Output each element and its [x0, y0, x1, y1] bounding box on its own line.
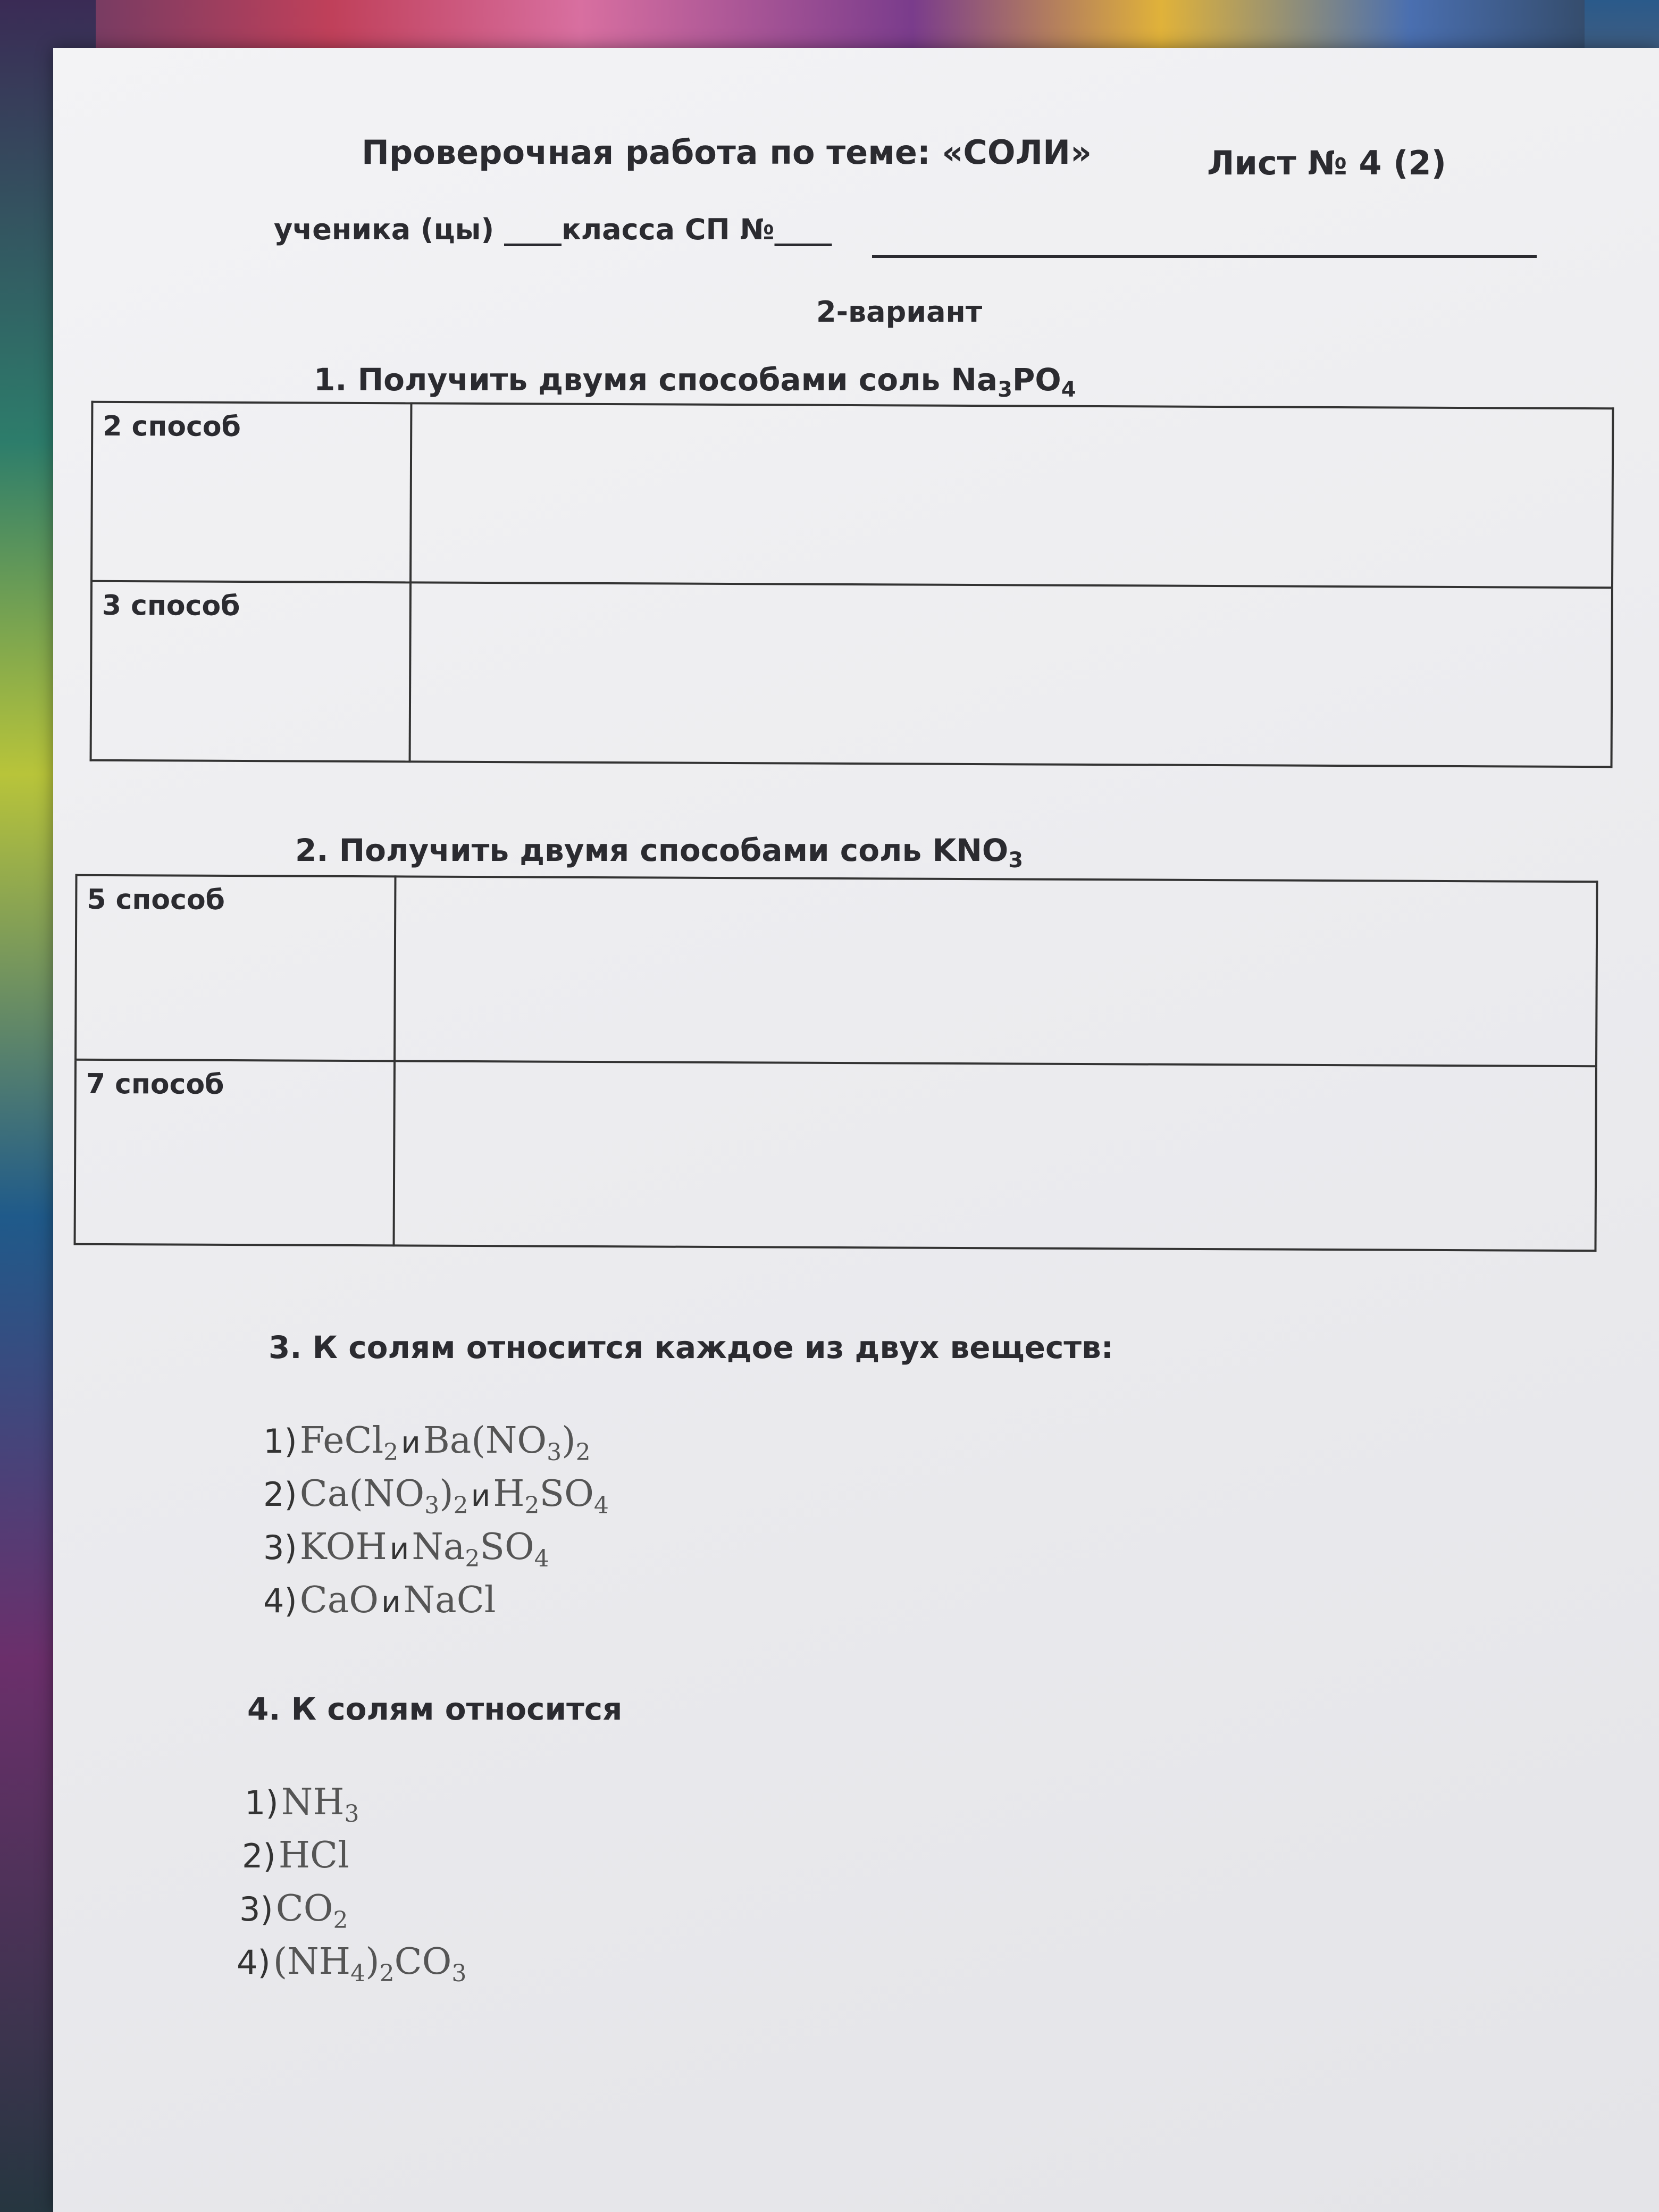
question-3-option-3[interactable]: 3) KOH и Na2SO4	[263, 1526, 549, 1572]
question-3-option-2[interactable]: 2) Ca(NO3)2 и H2SO4	[263, 1473, 609, 1519]
table-row	[74, 1060, 1596, 1251]
answer-cell[interactable]	[395, 876, 1597, 1066]
method-label: 2 способ	[91, 402, 411, 583]
question-1-title: 1. Получить двумя способами соль $Na_3PO_4$	[314, 362, 1076, 402]
question-2-title: 2. Получить двумя способами соль $KNO_3$	[295, 832, 1024, 873]
worksheet-paper	[53, 48, 1659, 2212]
question-3-option-4[interactable]: 4) CaO и NaCl	[263, 1579, 496, 1621]
question-1-text: Получить двумя способами соль Na	[357, 362, 998, 398]
student-info-line: ученика (цы) ____класса СП №____	[274, 213, 832, 246]
table-row	[91, 402, 1613, 588]
table-row	[76, 875, 1597, 1066]
name-blank-line[interactable]	[872, 255, 1537, 258]
answer-cell[interactable]	[410, 403, 1613, 588]
question-4-option-1[interactable]: 1) NH3	[245, 1781, 359, 1828]
answer-cell[interactable]	[393, 1061, 1596, 1251]
question-2-answer-table	[73, 874, 1598, 1252]
method-label: 5 способ	[76, 875, 396, 1061]
question-1-answer-table	[90, 401, 1614, 768]
worksheet-title: Проверочная работа по теме: «СОЛИ»	[362, 133, 1092, 172]
question-4-text: К солям относится	[291, 1691, 623, 1727]
method-label: 7 способ	[74, 1060, 395, 1246]
answer-cell[interactable]	[410, 582, 1612, 767]
question-4-option-3[interactable]: 3) CO2	[239, 1888, 348, 1934]
table-row	[91, 581, 1612, 767]
question-3-number: 3.	[269, 1329, 302, 1365]
question-1-number: 1.	[314, 362, 347, 398]
question-3-text: К солям относится каждое из двух веществ:	[312, 1329, 1113, 1365]
sheet-number: Лист № 4 (2)	[1207, 144, 1446, 182]
question-2-text: Получить двумя способами соль KNO	[339, 832, 1009, 868]
question-2-number: 2.	[295, 832, 329, 868]
question-4-number: 4.	[247, 1691, 281, 1727]
question-4-option-4[interactable]: 4) (NH4)2CO3	[237, 1941, 467, 1987]
question-3-title	[269, 1329, 1113, 1365]
question-4-option-2[interactable]: 2) HCl	[242, 1834, 349, 1876]
variant-label: 2-вариант	[816, 295, 983, 329]
question-4-title	[247, 1691, 622, 1727]
question-3-option-1[interactable]: 1) FeCl2 и Ba(NO3)2	[263, 1420, 591, 1466]
method-label: 3 способ	[91, 581, 410, 762]
